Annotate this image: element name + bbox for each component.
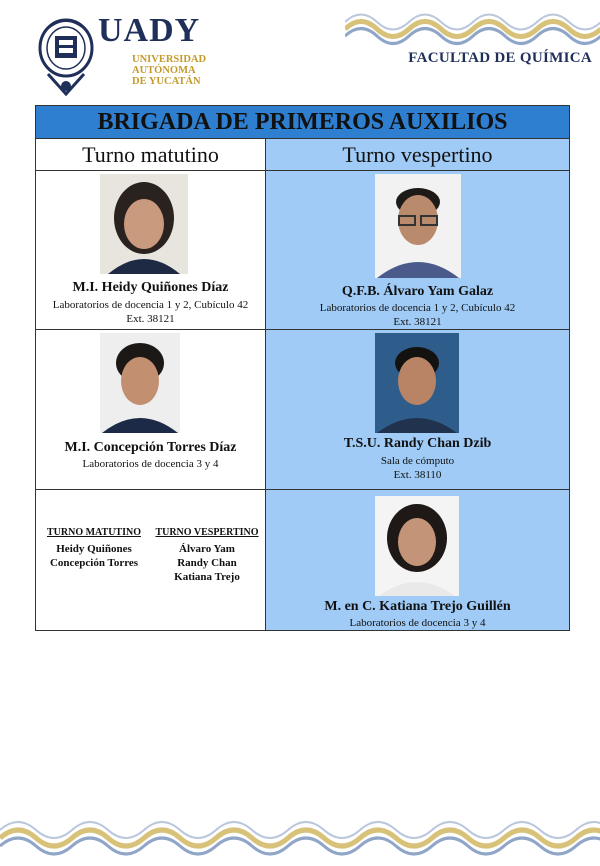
- table-row: [36, 171, 569, 330]
- brand-sub-line-3: DE YUCATÁN: [132, 76, 201, 87]
- person-cell: [266, 490, 569, 630]
- table-title: BRIGADA DE PRIMEROS AUXILIOS: [36, 106, 569, 139]
- brand-sub-line-2: AUTÓNOMA: [132, 65, 196, 76]
- table-row: [36, 330, 569, 490]
- roster-morning-header: TURNO MATUTINO: [47, 527, 141, 538]
- person-location: Laboratorios de docencia 3 y 4: [349, 617, 486, 629]
- mayan-wave-pattern-icon: [0, 820, 600, 856]
- person-cell: [36, 171, 266, 329]
- person-photo: [100, 174, 188, 274]
- table-row: [36, 490, 569, 630]
- shift-header-row: [36, 139, 569, 171]
- person-cell: [266, 171, 569, 329]
- roster-evening: [152, 526, 262, 584]
- roster-evening-name: Katiana Trejo: [174, 571, 240, 583]
- person-location: Laboratorios de docencia 1 y 2, Cubículo 42: [52, 299, 249, 311]
- person-photo: [375, 174, 461, 278]
- person-photo: [100, 333, 180, 433]
- university-seal-icon: [38, 12, 94, 98]
- roster-evening-name: Randy Chan: [177, 557, 237, 569]
- person-extension: Ext. 38121: [393, 316, 442, 328]
- person-location: Laboratorios de docencia 3 y 4: [82, 458, 219, 470]
- person-name: Q.F.B. Álvaro Yam Galaz: [341, 284, 494, 299]
- person-name: M. en C. Katiana Trejo Guillén: [324, 599, 511, 614]
- person-extension: Ext. 38110: [393, 469, 442, 481]
- shift-evening-header: Turno vespertino: [266, 139, 569, 170]
- shift-morning-header: Turno matutino: [36, 139, 266, 170]
- roster-evening-name: Álvaro Yam: [179, 543, 235, 555]
- roster-morning-name: Heidy Quiñones: [56, 543, 132, 555]
- brand-name: UADY: [98, 12, 201, 49]
- page-header: [0, 0, 600, 100]
- brand-sub-line-1: UNIVERSIDAD: [132, 54, 207, 65]
- person-extension: Ext. 38121: [126, 313, 175, 325]
- person-name: T.S.U. Randy Chan Dzib: [343, 436, 492, 451]
- person-photo: [375, 496, 459, 596]
- person-name: M.I. Heidy Quiñones Díaz: [72, 280, 229, 295]
- brand-subtitle: [132, 54, 222, 87]
- faculty-name: FACULTAD DE QUÍMICA: [408, 50, 592, 66]
- person-name: M.I. Concepción Torres Díaz: [64, 440, 237, 455]
- person-cell: [36, 330, 266, 489]
- person-location: Sala de cómputo: [380, 455, 455, 467]
- brigade-table: [35, 105, 570, 631]
- roster-morning-name: Concepción Torres: [49, 557, 139, 569]
- person-cell: [266, 330, 569, 489]
- person-location: Laboratorios de docencia 1 y 2, Cubículo 42: [319, 302, 516, 314]
- person-photo: [375, 333, 459, 433]
- mayan-wave-pattern-icon: [345, 12, 600, 46]
- roster-cell: [36, 490, 266, 630]
- roster-evening-header: TURNO VESPERTINO: [155, 527, 259, 538]
- roster-morning: [42, 526, 146, 570]
